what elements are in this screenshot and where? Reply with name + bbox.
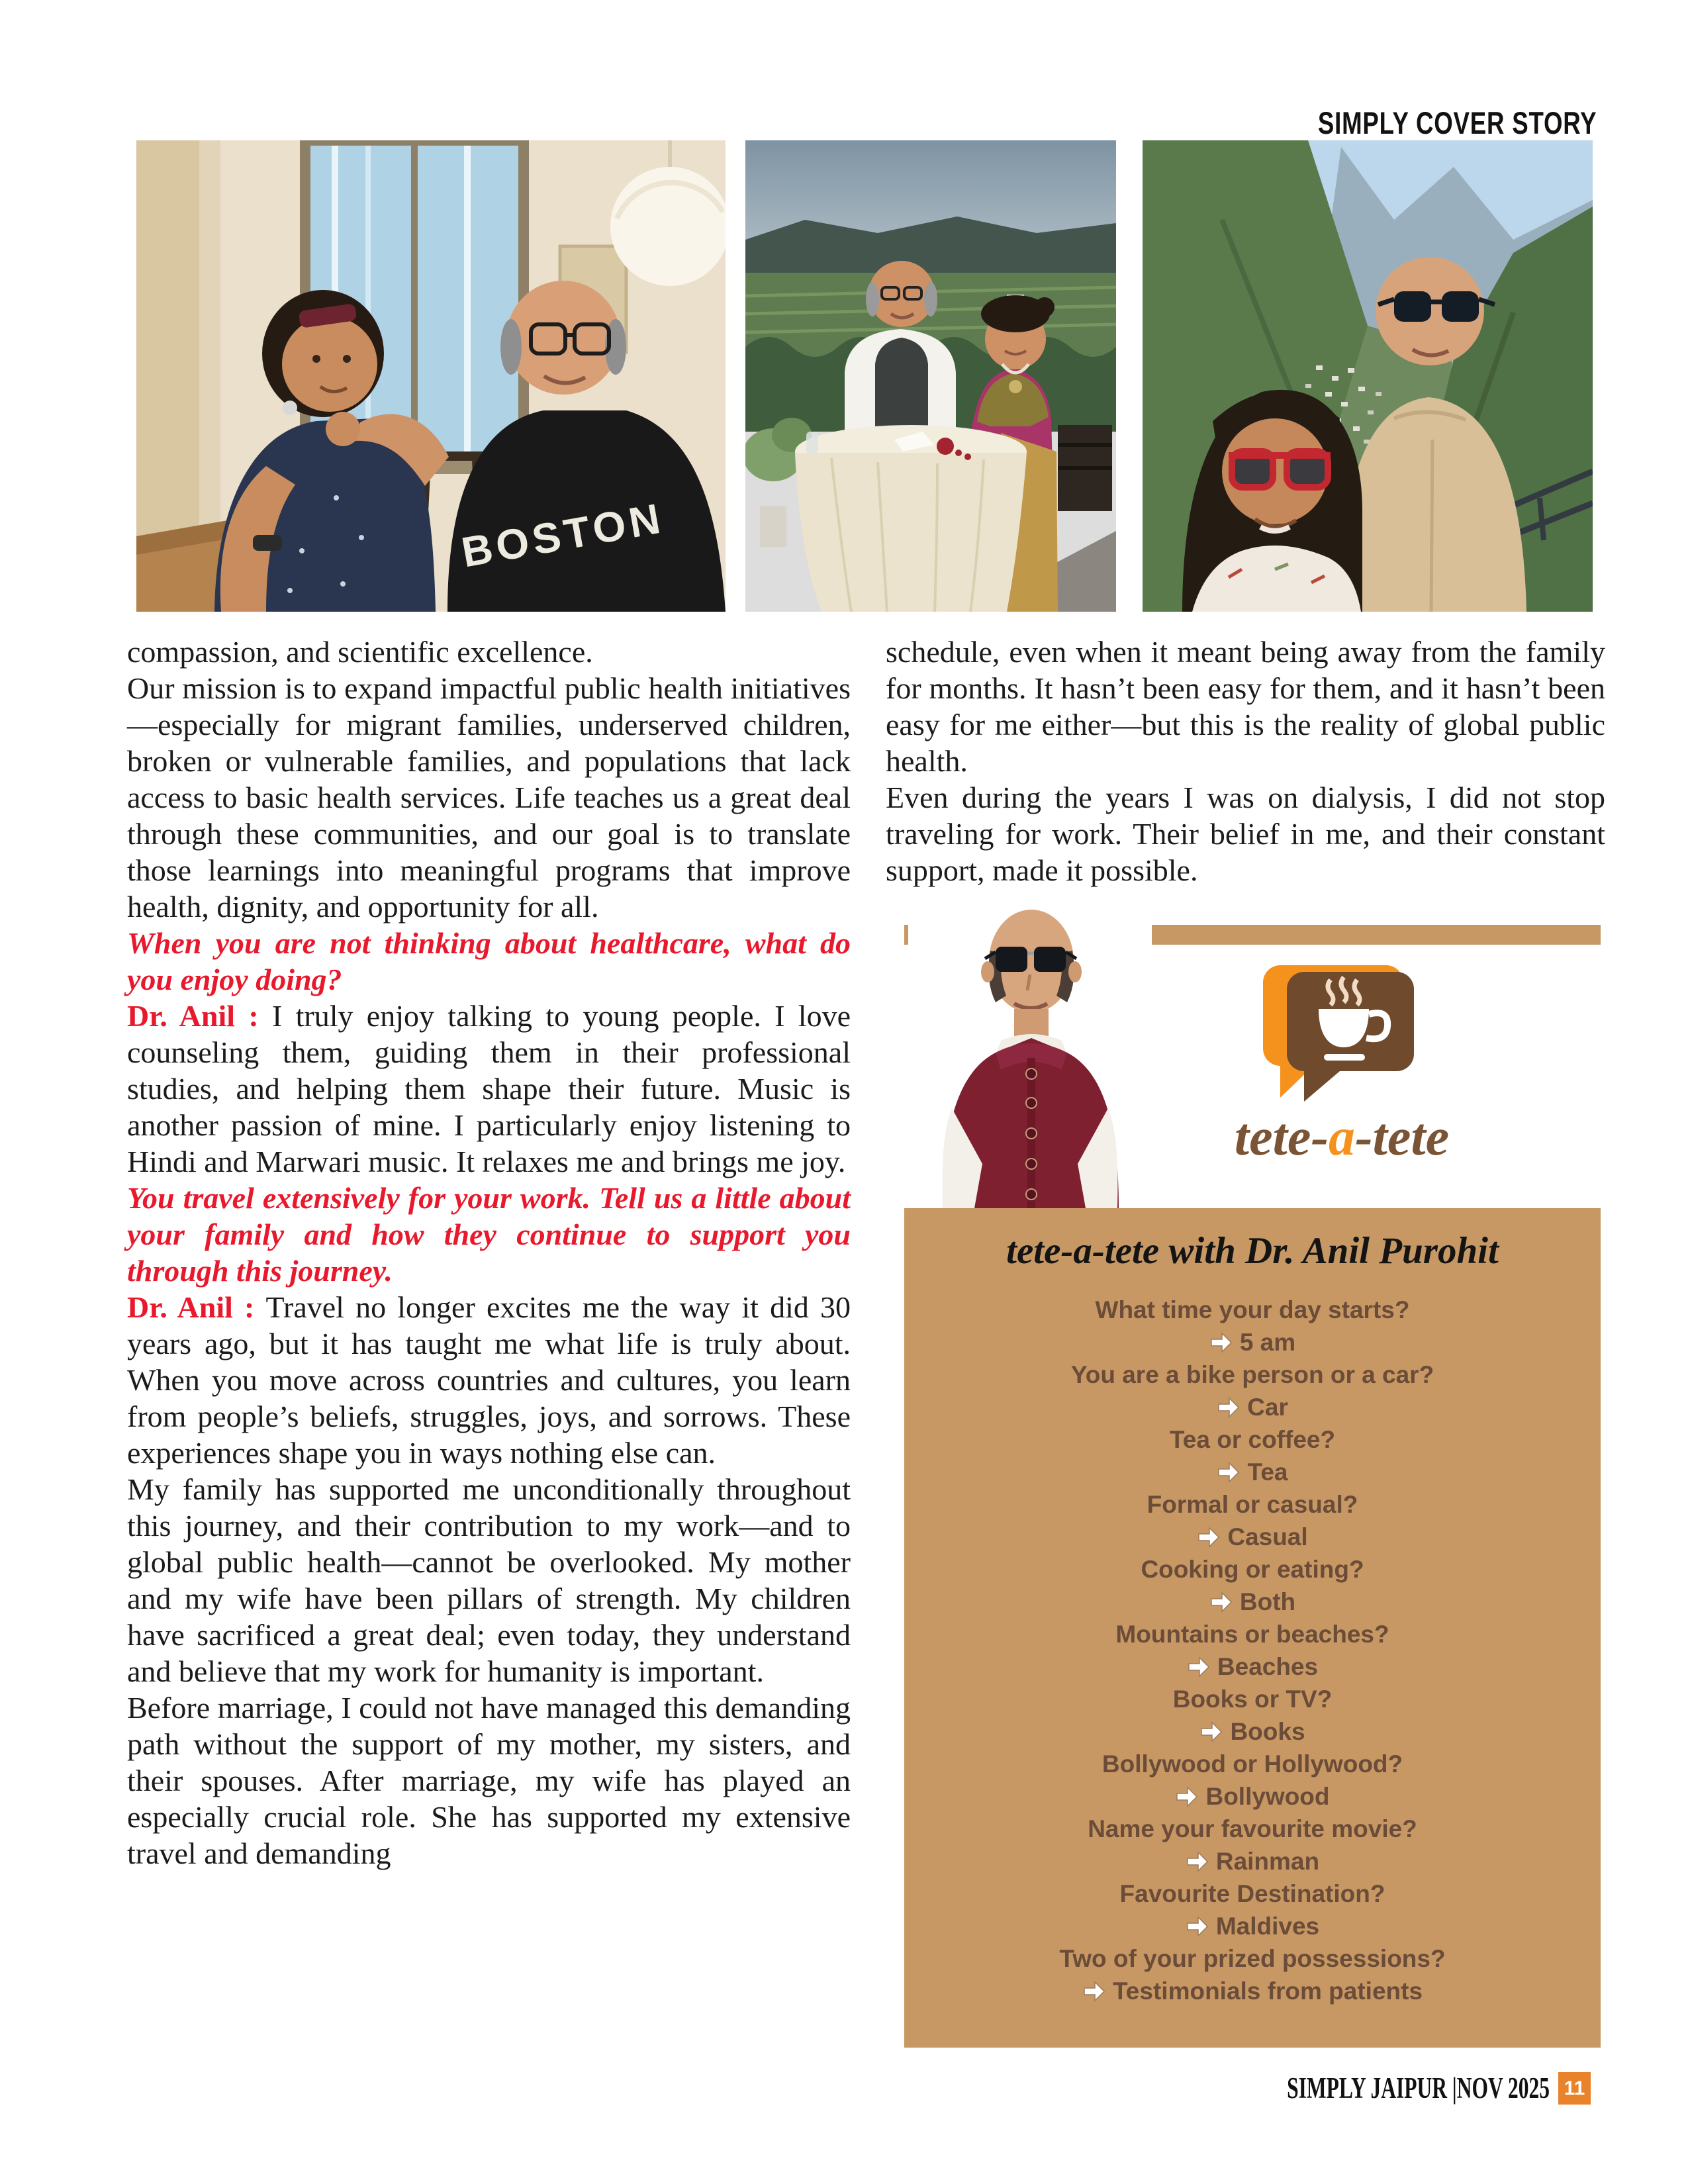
couple-cafe-illustration <box>136 140 726 612</box>
section-header: SIMPLY COVER STORY <box>1317 105 1597 140</box>
qa-box-title: tete-a-tete with Dr. Anil Purohit <box>1006 1230 1499 1272</box>
qa-item <box>904 1813 1601 1877</box>
answer-text: I truly enjoy talking to young people. I love counseling them, guiding them in their professional studies, and helping them shape their future. Music is another passion of mine. I particularly enjoy listening to Hindi and Marwari music. It relaxes me and brings me joy. <box>127 999 851 1178</box>
arrow-right-icon <box>1197 1526 1221 1548</box>
qa-answer <box>904 1845 1601 1877</box>
qa-item <box>904 1683 1601 1748</box>
paragraph: Before marriage, I could not have managed this demanding path without the support of my mother, my sisters, and their spouses. After marriage, my wife has played an especially crucial role. She has supported my extensive travel and demanding <box>127 1691 851 1870</box>
page-number-badge: 11 <box>1558 2072 1591 2105</box>
photo-couple-dinner-table <box>745 140 1116 612</box>
qa-answer-text: Books <box>1230 1718 1305 1745</box>
qa-answer-text: Car <box>1247 1394 1288 1421</box>
tete-a-tete-wordmark <box>1234 1108 1450 1166</box>
qa-item <box>904 1553 1601 1618</box>
qa-item <box>904 1877 1601 1942</box>
qa-answer <box>904 1586 1601 1618</box>
paragraph: Our mission is to expand impactful public health initiatives—especially for migrant families, underserved children, broken or vulnerable families, and populations that lack access to basic health services. Life teaches us a great deal through these communities, and our goal is to translate those learnings into meaningful programs that improve health, dignity, and opportunity for all. <box>127 671 851 924</box>
qa-answer <box>904 1715 1601 1748</box>
arrow-right-icon <box>1217 1461 1241 1484</box>
qa-answer-text: 5 am <box>1239 1329 1296 1356</box>
qa-answer-text: Both <box>1239 1588 1296 1615</box>
qa-answer <box>904 1456 1601 1488</box>
photo-dr-anil-portrait <box>908 898 1152 1208</box>
footer-magazine-issue: SIMPLY JAIPUR |NOV 2025 <box>1287 2071 1550 2105</box>
tete-a-tete-logo <box>1199 961 1484 1164</box>
qa-question: Bollywood or Hollywood? <box>1102 1750 1403 1778</box>
couple-dinner-illustration <box>745 140 1116 612</box>
wordmark-part: a <box>1329 1108 1355 1166</box>
speaker-label: Dr. Anil : <box>127 1290 266 1324</box>
qa-answer <box>904 1780 1601 1813</box>
qa-item <box>904 1748 1601 1813</box>
article-right-column <box>886 634 1605 888</box>
arrow-right-icon <box>1186 1915 1209 1938</box>
qa-answer-text: Bollywood <box>1205 1783 1330 1810</box>
paragraph: compassion, and scientific excellence. <box>127 635 593 669</box>
couple-mountains-illustration <box>1143 140 1593 612</box>
arrow-right-icon <box>1175 1785 1199 1808</box>
interview-question: You travel extensively for your work. Tell us a little about your family and how they continue to support you through this journey. <box>127 1181 851 1288</box>
answer-text: Travel no longer excites me the way it did 30 years ago, but it has taught me what life is truly about. When you move across countries and cultures, you learn from people’s beliefs, struggles, joys, and sorrows. These experiences shape you in ways nothing else can. <box>127 1290 851 1470</box>
speech-bubble-coffee-icon <box>1263 961 1421 1102</box>
qa-question: What time your day starts? <box>1095 1296 1410 1323</box>
interview-question: When you are not thinking about healthcare, what do you enjoy doing? <box>127 926 851 996</box>
qa-answer <box>904 1521 1601 1553</box>
qa-list <box>904 1294 1601 2007</box>
qa-item <box>904 1294 1601 1358</box>
wordmark-part: -tete <box>1355 1108 1450 1166</box>
shirt-text: BOSTON <box>457 494 668 577</box>
paragraph: My family has supported me unconditionally throughout this journey, and their contribution to my work—and to global public health—cannot be overlooked. My mother and my wife have been pillars of strength. My children have sacrificed a great deal; even today, they understand and believe that my work for humanity is important. <box>127 1472 851 1688</box>
qa-answer-text: Testimonials from patients <box>1112 1977 1423 2005</box>
qa-answer-text: Beaches <box>1217 1653 1319 1680</box>
qa-item <box>904 1423 1601 1488</box>
qa-answer-text: Tea <box>1247 1458 1288 1486</box>
speaker-label: Dr. Anil : <box>127 999 272 1033</box>
qa-answer-text: Casual <box>1227 1523 1308 1550</box>
qa-item <box>904 1618 1601 1683</box>
arrow-right-icon <box>1199 1721 1223 1743</box>
qa-question: Tea or coffee? <box>1169 1426 1336 1453</box>
qa-question: Name your favourite movie? <box>1088 1815 1417 1842</box>
paragraph: Even during the years I was on dialysis, I did not stop traveling for work. Their belief in me, and their constant support, made it possible. <box>886 781 1605 887</box>
qa-question: Cooking or eating? <box>1141 1556 1364 1583</box>
paragraph: schedule, even when it meant being away from the family for months. It hasn’t been easy for them, and it hasn’t been easy for me either—but this is the reality of global public health. <box>886 635 1605 778</box>
qa-answer <box>904 1391 1601 1423</box>
qa-answer <box>904 1975 1601 2007</box>
qa-question: Mountains or beaches? <box>1115 1621 1389 1648</box>
qa-answer <box>904 1910 1601 1942</box>
qa-question: You are a bike person or a car? <box>1070 1361 1434 1388</box>
photo-couple-cafe <box>136 140 726 612</box>
interview-answer <box>127 998 851 1180</box>
tete-a-tete-qa-box <box>904 1208 1601 2048</box>
photo-couple-mountains <box>1143 140 1593 612</box>
qa-item <box>904 1488 1601 1553</box>
qa-answer <box>904 1326 1601 1358</box>
dr-anil-portrait-illustration <box>908 898 1152 1208</box>
arrow-right-icon <box>1217 1396 1241 1419</box>
qa-item <box>904 1358 1601 1423</box>
qa-question: Two of your prized possessions? <box>1059 1945 1446 1972</box>
qa-answer-text: Rainman <box>1215 1848 1320 1875</box>
qa-question: Favourite Destination? <box>1119 1880 1385 1907</box>
qa-question: Books or TV? <box>1172 1685 1333 1713</box>
wordmark-part: tete- <box>1234 1108 1329 1166</box>
arrow-right-icon <box>1209 1591 1233 1613</box>
arrow-right-icon <box>1209 1331 1233 1354</box>
arrow-right-icon <box>1187 1656 1211 1678</box>
qa-answer <box>904 1650 1601 1683</box>
qa-question: Formal or casual? <box>1147 1491 1358 1518</box>
interview-answer <box>127 1289 851 1471</box>
qa-answer-text: Maldives <box>1215 1913 1320 1940</box>
arrow-right-icon <box>1186 1850 1209 1873</box>
qa-item <box>904 1942 1601 2007</box>
photo-strip <box>136 140 1593 612</box>
arrow-right-icon <box>1082 1980 1106 2003</box>
article-left-column <box>127 634 851 1872</box>
